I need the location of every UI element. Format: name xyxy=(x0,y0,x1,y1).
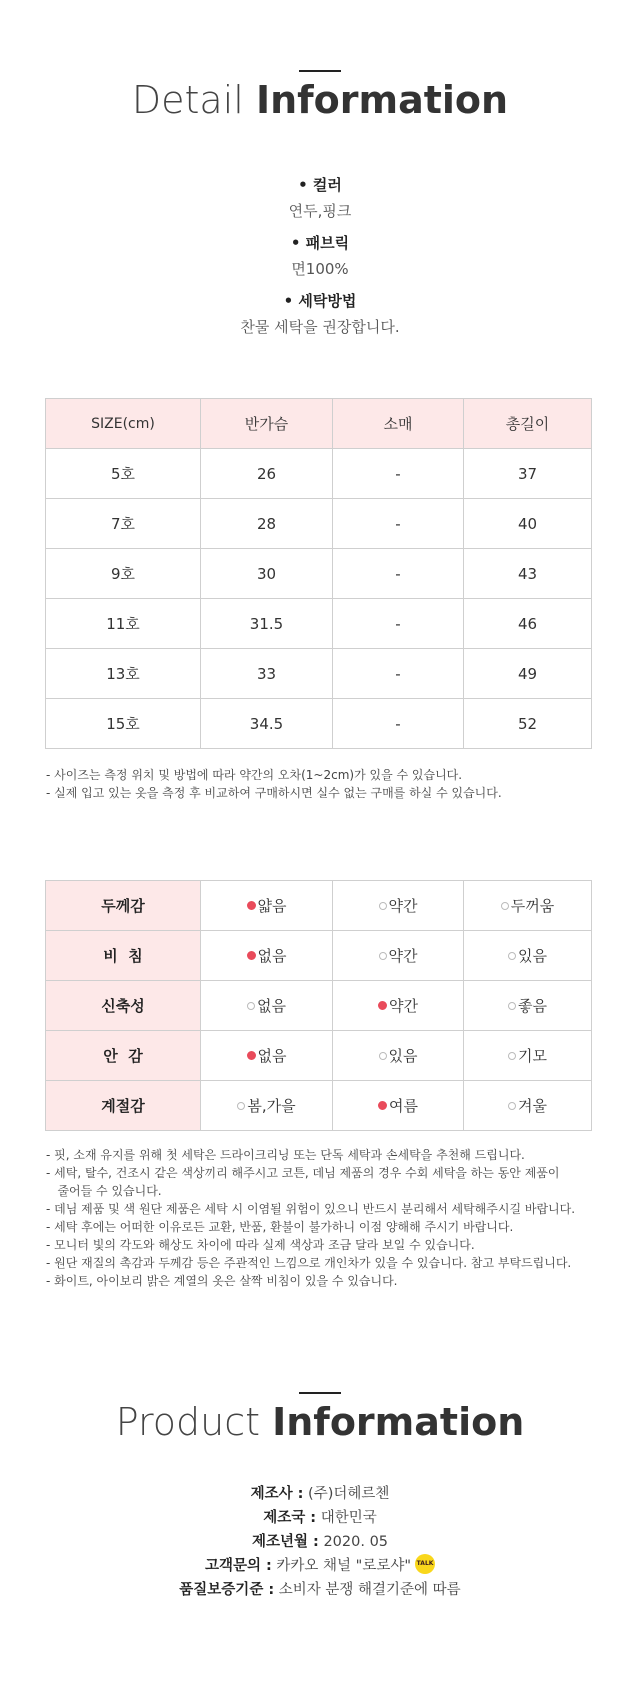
table-row xyxy=(46,599,592,649)
empty-dot-icon xyxy=(508,1052,516,1060)
feel-row-label: 안 감 xyxy=(46,1031,201,1081)
note-line: - 모니터 빛의 각도와 해상도 차이에 따라 실제 색상과 조금 달라 보일 수 있습니다. xyxy=(46,1238,475,1252)
table-row xyxy=(46,699,592,749)
size-cell: 5호 xyxy=(46,449,201,499)
table-row xyxy=(46,981,592,1031)
size-cell: 49 xyxy=(464,649,592,699)
size-cell: 11호 xyxy=(46,599,201,649)
size-cell: 13호 xyxy=(46,649,201,699)
note-line: - 데님 제품 및 색 원단 제품은 세탁 시 이염될 위험이 있으니 반드시 분리해서 세탁해주시길 바랍니다. xyxy=(46,1202,576,1216)
spec-value: 연두,핑크 xyxy=(288,202,352,220)
product-info-list xyxy=(0,1482,640,1602)
feel-option-selected: 여름 xyxy=(333,1081,464,1131)
table-row xyxy=(46,931,592,981)
detail-title-light: Detail xyxy=(131,78,244,122)
note-line: - 사이즈는 측정 위치 및 방법에 따라 약간의 오차(1~2cm)가 있을 수 있습니다. xyxy=(46,768,463,782)
table-row xyxy=(46,499,592,549)
note-line: 줄어들 수 있습니다. xyxy=(46,1184,162,1198)
feel-row-label: 두께감 xyxy=(46,881,201,931)
size-cell: 28 xyxy=(201,499,333,549)
size-cell: - xyxy=(333,549,464,599)
size-cell: 34.5 xyxy=(201,699,333,749)
spec-fabric xyxy=(0,232,640,279)
selected-dot-icon xyxy=(378,1101,387,1110)
empty-dot-icon xyxy=(508,1102,516,1110)
size-cell: 37 xyxy=(464,449,592,499)
size-header-cell: 총길이 xyxy=(464,399,592,449)
feel-option: 있음 xyxy=(333,1031,464,1081)
size-table xyxy=(45,398,592,749)
product-title-bar xyxy=(299,1392,341,1394)
size-header-cell: 반가슴 xyxy=(201,399,333,449)
size-cell: - xyxy=(333,449,464,499)
empty-dot-icon xyxy=(379,952,387,960)
spec-label: • 컬러 xyxy=(298,176,342,194)
product-info-row: 제조국 : 대한민국 xyxy=(263,1510,377,1526)
feel-option: 있음 xyxy=(464,931,592,981)
feel-option: 좋음 xyxy=(464,981,592,1031)
feel-row-label: 신축성 xyxy=(46,981,201,1031)
product-info-row: 제조사 : (주)더헤르첸 xyxy=(250,1486,390,1502)
size-cell: 9호 xyxy=(46,549,201,599)
feel-option: 겨울 xyxy=(464,1081,592,1131)
selected-dot-icon xyxy=(247,1051,256,1060)
feel-option-selected: 없음 xyxy=(201,931,333,981)
product-title-light: Product xyxy=(115,1400,260,1444)
feel-option: 없음 xyxy=(201,981,333,1031)
size-cell: 31.5 xyxy=(201,599,333,649)
note-line: - 핏, 소재 유지를 위해 첫 세탁은 드라이크리닝 또는 단독 세탁과 손세탁을 추천해 드립니다. xyxy=(46,1148,525,1162)
empty-dot-icon xyxy=(501,902,509,910)
empty-dot-icon xyxy=(508,952,516,960)
size-cell: 7호 xyxy=(46,499,201,549)
size-header-cell: SIZE(cm) xyxy=(46,399,201,449)
feel-row-label: 비 침 xyxy=(46,931,201,981)
fabric-feel-table xyxy=(45,880,592,1131)
feel-option: 봄,가을 xyxy=(201,1081,333,1131)
care-notes xyxy=(46,1146,606,1290)
size-cell: - xyxy=(333,499,464,549)
note-line: - 원단 재질의 촉감과 두께감 등은 주관적인 느낌으로 개인차가 있을 수 있습니다. 참고 부탁드립니다. xyxy=(46,1256,572,1270)
product-title xyxy=(0,1400,640,1444)
size-cell: 33 xyxy=(201,649,333,699)
size-cell: 15호 xyxy=(46,699,201,749)
table-row xyxy=(46,649,592,699)
spec-value: 찬물 세탁을 권장합니다. xyxy=(240,318,400,336)
empty-dot-icon xyxy=(508,1002,516,1010)
size-cell: 26 xyxy=(201,449,333,499)
feel-option: 약간 xyxy=(333,931,464,981)
size-header-cell: 소매 xyxy=(333,399,464,449)
table-row xyxy=(46,881,592,931)
note-line: - 세탁, 탈수, 건조시 같은 색상끼리 해주시고 코튼, 데님 제품의 경우 수회 세탁을 하는 동안 제품이 xyxy=(46,1166,560,1180)
size-cell: 30 xyxy=(201,549,333,599)
size-cell: 52 xyxy=(464,699,592,749)
feel-row-label: 계절감 xyxy=(46,1081,201,1131)
empty-dot-icon xyxy=(247,1002,255,1010)
size-cell: 46 xyxy=(464,599,592,649)
table-row xyxy=(46,1081,592,1131)
detail-title-bar xyxy=(299,70,341,72)
size-cell: - xyxy=(333,649,464,699)
note-line: - 세탁 후에는 어떠한 이유로든 교환, 반품, 환불이 불가하니 이점 양해해 주시기 바랍니다. xyxy=(46,1220,514,1234)
feel-option: 기모 xyxy=(464,1031,592,1081)
kakao-talk-icon[interactable]: TALK xyxy=(415,1554,435,1574)
product-info-row: 품질보증기준 : 소비자 분쟁 해결기준에 따름 xyxy=(179,1582,461,1598)
empty-dot-icon xyxy=(379,902,387,910)
size-cell: - xyxy=(333,599,464,649)
selected-dot-icon xyxy=(378,1001,387,1010)
product-info-row: 제조년월 : 2020. 05 xyxy=(251,1534,389,1550)
note-line: - 화이트, 아이보리 밝은 계열의 옷은 살짝 비침이 있을 수 있습니다. xyxy=(46,1274,398,1288)
size-cell: 40 xyxy=(464,499,592,549)
size-notes xyxy=(46,766,606,802)
product-info-row: 고객문의 : 카카오 채널 "로로샤" TALK xyxy=(0,1554,640,1578)
table-row xyxy=(46,449,592,499)
feel-option-selected: 없음 xyxy=(201,1031,333,1081)
detail-title xyxy=(0,78,640,122)
feel-option-selected: 얇음 xyxy=(201,881,333,931)
detail-title-bold: Information xyxy=(255,78,509,122)
selected-dot-icon xyxy=(247,951,256,960)
feel-option-selected: 약간 xyxy=(333,981,464,1031)
spec-label: • 세탁방법 xyxy=(283,292,357,310)
empty-dot-icon xyxy=(379,1052,387,1060)
spec-value: 면100% xyxy=(291,260,349,278)
size-table-header xyxy=(46,399,592,449)
spec-label: • 패브릭 xyxy=(290,234,350,252)
product-title-bold: Information xyxy=(272,1400,525,1444)
spec-color xyxy=(0,174,640,221)
size-cell: - xyxy=(333,699,464,749)
note-line: - 실제 입고 있는 옷을 측정 후 비교하여 구매하시면 실수 없는 구매를 하실 수 있습니다. xyxy=(46,786,502,800)
spec-washing xyxy=(0,290,640,337)
selected-dot-icon xyxy=(247,901,256,910)
feel-option: 약간 xyxy=(333,881,464,931)
empty-dot-icon xyxy=(237,1102,245,1110)
table-row xyxy=(46,549,592,599)
table-row xyxy=(46,1031,592,1081)
size-cell: 43 xyxy=(464,549,592,599)
feel-option: 두꺼움 xyxy=(464,881,592,931)
